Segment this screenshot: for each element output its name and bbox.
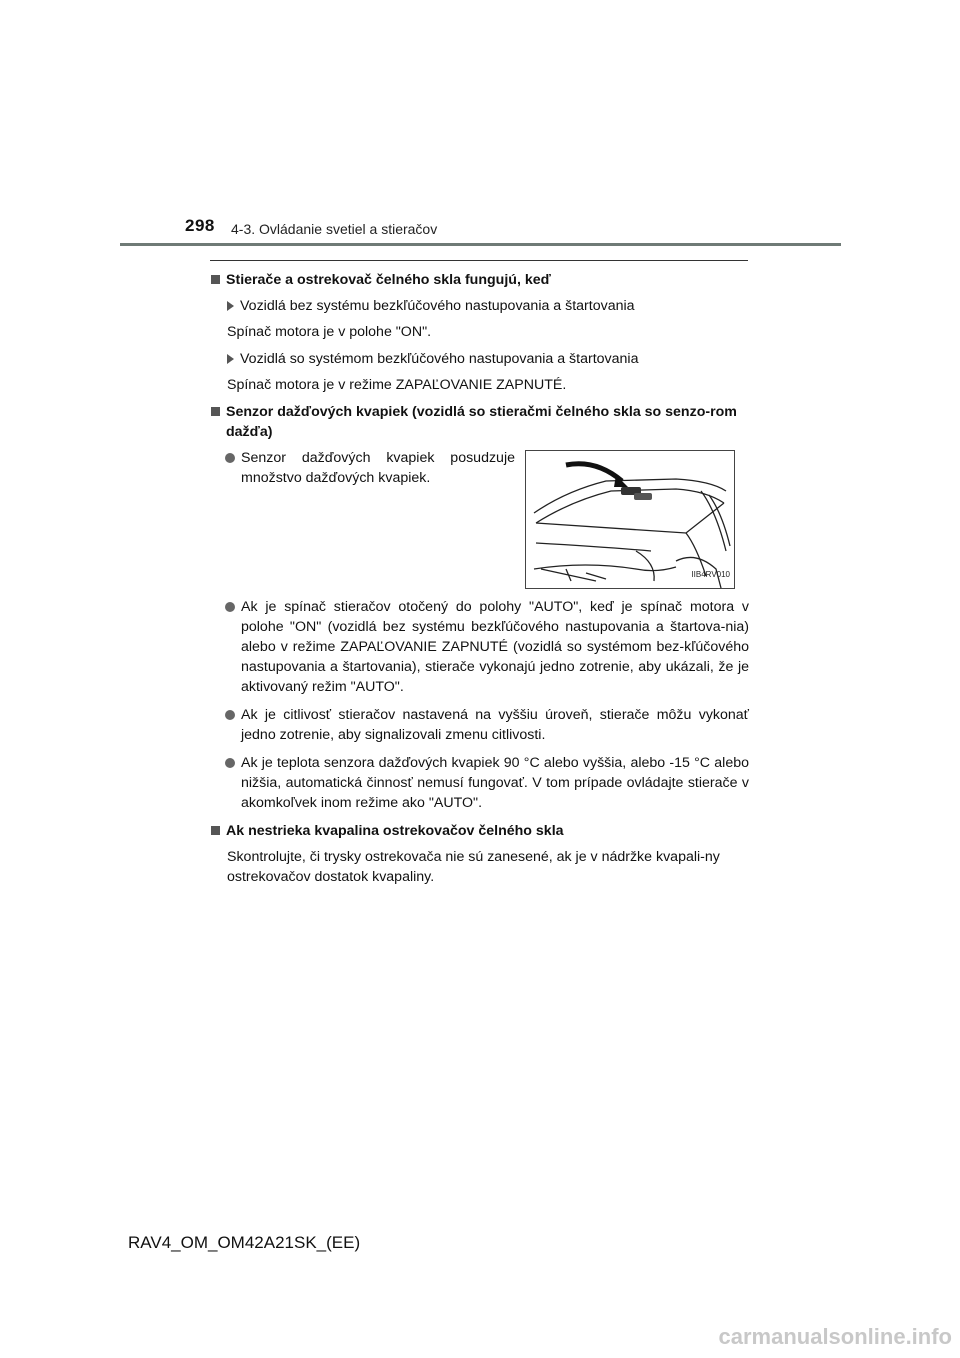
sub-item-text: Vozidlá bez systému bezkľúčového nastupovania a štartovania xyxy=(240,298,635,314)
figure-block xyxy=(211,448,749,593)
bullet-text: Senzor dažďových kvapiek posudzuje množstvo dažďových kvapiek. xyxy=(241,450,515,486)
section-heading xyxy=(211,402,749,442)
heading-text: Ak nestrieka kvapalina ostrekovačov čelného skla xyxy=(226,823,564,839)
triangle-bullet-icon xyxy=(227,301,234,311)
header-rule xyxy=(120,243,841,246)
section-heading xyxy=(211,821,749,841)
square-bullet-icon xyxy=(211,275,220,284)
bullet-item xyxy=(225,448,515,488)
heading-text: Stierače a ostrekovač čelného skla fungujú, keď xyxy=(226,272,551,288)
circle-bullet-icon xyxy=(225,602,235,612)
bullet-text: Ak je spínač stieračov otočený do polohy "AUTO", keď je spínač motora v polohe "ON" (vozidlá bez systému bezkľúčového nastupovania a štartova-nia) alebo v režime ZAPAĽOVANIE ZAPNUTÉ (vozidlá so systémom bez-kľúčového nastupovania a štartovania), stierače vykonajú jedno zotrenie, aby ukázali, že je aktivovaný režim "AUTO". xyxy=(241,599,749,695)
bullet-text: Ak je teplota senzora dažďových kvapiek 90 °C alebo vyššia, alebo -15 °C alebo nižšia, automatická činnosť nemusí fungovať. V tom prípade ovládajte stierače v akomkoľvek inom režime ako "AUTO". xyxy=(241,755,749,811)
bullet-item xyxy=(225,705,749,745)
triangle-bullet-icon xyxy=(227,354,234,364)
paragraph: Spínač motora je v polohe "ON". xyxy=(227,324,432,340)
square-bullet-icon xyxy=(211,407,220,416)
square-bullet-icon xyxy=(211,826,220,835)
bullet-item xyxy=(225,597,749,697)
heading-text: Senzor dažďových kvapiek (vozidlá so stieračmi čelného skla so senzo-rom dažďa) xyxy=(226,404,737,440)
paragraph: Spínač motora je v režime ZAPAĽOVANIE ZAPNUTÉ. xyxy=(227,377,567,393)
bullet-text: Ak je citlivosť stieračov nastavená na vyššiu úroveň, stierače môžu vykonať jedno zotrenie, aby signalizovali zmenu citlivosti. xyxy=(241,707,749,743)
bullet-item xyxy=(225,753,749,813)
page-number: 298 xyxy=(185,216,215,235)
circle-bullet-icon xyxy=(225,758,235,768)
paragraph: Skontrolujte, či trysky ostrekovača nie sú zanesené, ak je v nádržke kvapali-ny ostrekovačov dostatok kvapaliny. xyxy=(227,849,720,885)
sub-item xyxy=(227,349,749,369)
circle-bullet-icon xyxy=(225,710,235,720)
section-title: 4-3. Ovládanie svetiel a stieračov xyxy=(231,221,438,237)
section-heading xyxy=(211,270,749,290)
circle-bullet-icon xyxy=(225,453,235,463)
watermark: carmanualsonline.info xyxy=(718,1324,952,1349)
sub-item xyxy=(227,296,749,316)
figure-label: IIB4RV010 xyxy=(691,570,730,579)
document-code: RAV4_OM_OM42A21SK_(EE) xyxy=(128,1233,361,1252)
page-content xyxy=(211,270,749,894)
rain-sensor-illustration xyxy=(525,450,735,589)
sub-item-text: Vozidlá so systémom bezkľúčového nastupovania a štartovania xyxy=(240,351,639,367)
content-rule xyxy=(210,260,748,261)
